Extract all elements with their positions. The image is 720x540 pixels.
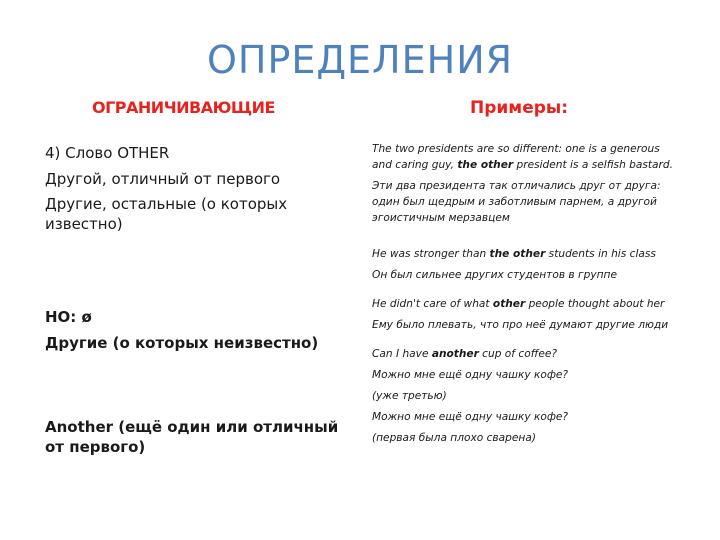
example-4-en: Can I have another cup of coffee? xyxy=(372,348,557,361)
example-4-note-1: (уже третью) xyxy=(372,389,447,402)
example-3-ru: Ему было плевать, что про неё думают другие люди xyxy=(372,319,669,332)
examples-column xyxy=(372,142,682,451)
slide-title: ОПРЕДЕЛЕНИЯ xyxy=(206,38,514,82)
example-4-note-2: (первая была плохо сварена) xyxy=(372,431,536,444)
left-column-header: ОГРАНИЧИВАЮЩИЕ xyxy=(92,98,275,117)
example-2-ru: Он был сильнее других студентов в группе xyxy=(372,269,617,282)
left-definitions-but xyxy=(45,308,345,359)
but-label: НО: ø xyxy=(45,308,92,326)
right-column-header: Примеры: xyxy=(470,98,569,118)
but-description: Другие (о которых неизвестно) xyxy=(45,333,319,352)
example-2-en: He was stronger than the other students in his class xyxy=(372,248,656,261)
example-4-ru-1: Можно мне ещё одну чашку кофе? xyxy=(372,368,569,381)
definition-line-2: Другой, отличный от первого xyxy=(45,169,281,188)
definition-line-1: 4) Слово OTHER xyxy=(45,144,170,162)
example-4-ru-2: Можно мне ещё одну чашку кофе? xyxy=(372,410,569,423)
definition-line-3: Другие, остальные (о которых известно) xyxy=(45,195,288,233)
example-1-ru: Эти два президента так отличались друг от друга: один был щедрым и заботливым парнем, а другой эгоистичным мерзавцем xyxy=(372,179,661,224)
example-3-en: He didn't care of what other people thought about her xyxy=(372,298,665,311)
left-definitions-another xyxy=(45,418,345,463)
another-description: Another (ещё один или отличный от первого) xyxy=(45,418,339,456)
left-definitions-top xyxy=(45,144,345,240)
example-1-en: The two presidents are so different: one is a generous and caring guy, the other president is a selfish bastard. xyxy=(372,143,673,171)
